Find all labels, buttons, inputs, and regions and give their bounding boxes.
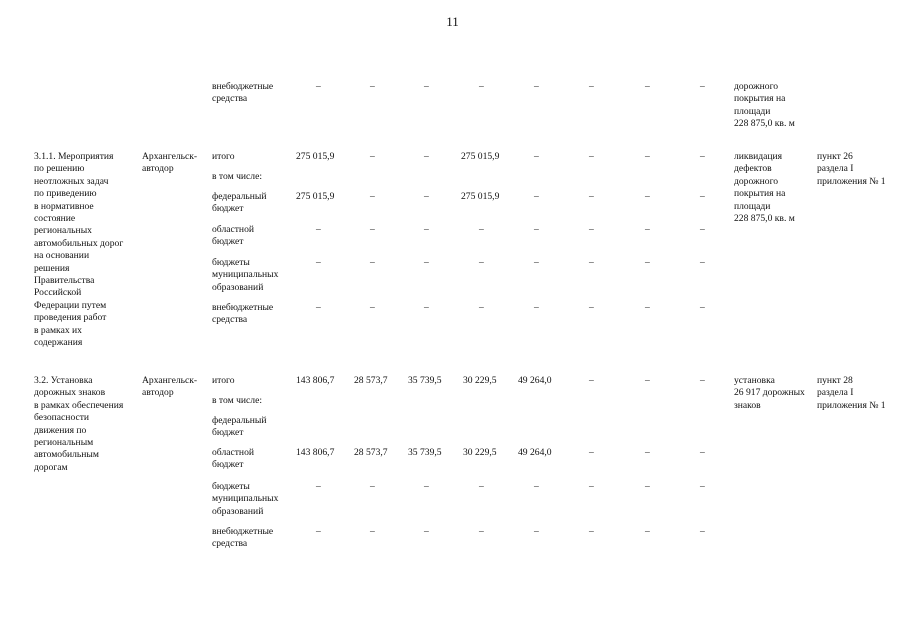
empty-value: – bbox=[316, 481, 321, 492]
empty-value: – bbox=[589, 302, 594, 313]
empty-value: – bbox=[316, 257, 321, 268]
empty-value: – bbox=[700, 224, 705, 235]
empty-value: – bbox=[370, 481, 375, 492]
empty-value: – bbox=[424, 526, 429, 537]
empty-value: – bbox=[424, 151, 429, 162]
reference: пункт 28 раздела I приложения № 1 bbox=[817, 375, 886, 411]
empty-value: – bbox=[700, 481, 705, 492]
value-cell: 275 015,9 bbox=[461, 151, 500, 162]
empty-value: – bbox=[700, 81, 705, 92]
empty-value: – bbox=[479, 481, 484, 492]
source-label: областной бюджет bbox=[212, 447, 255, 471]
empty-value: – bbox=[589, 375, 594, 386]
executor: Архангельск- автодор bbox=[142, 375, 198, 399]
empty-value: – bbox=[534, 191, 539, 202]
source-label: внебюджетные средства bbox=[212, 302, 274, 326]
value-cell: 275 015,9 bbox=[296, 191, 335, 202]
value-cell: 28 573,7 bbox=[354, 447, 388, 458]
empty-value: – bbox=[424, 302, 429, 313]
value-cell: 30 229,5 bbox=[463, 447, 497, 458]
empty-value: – bbox=[479, 224, 484, 235]
expected-result: дорожного покрытия на площади 228 875,0 кв. м bbox=[734, 81, 795, 130]
empty-value: – bbox=[645, 191, 650, 202]
empty-value: – bbox=[534, 526, 539, 537]
empty-value: – bbox=[700, 151, 705, 162]
empty-value: – bbox=[589, 81, 594, 92]
empty-value: – bbox=[316, 224, 321, 235]
empty-value: – bbox=[700, 191, 705, 202]
empty-value: – bbox=[479, 526, 484, 537]
reference: пункт 26 раздела I приложения № 1 bbox=[817, 151, 886, 187]
empty-value: – bbox=[700, 447, 705, 458]
empty-value: – bbox=[316, 526, 321, 537]
empty-value: – bbox=[534, 151, 539, 162]
empty-value: – bbox=[589, 257, 594, 268]
empty-value: – bbox=[645, 375, 650, 386]
empty-value: – bbox=[589, 151, 594, 162]
empty-value: – bbox=[645, 481, 650, 492]
value-cell: 143 806,7 bbox=[296, 375, 335, 386]
empty-value: – bbox=[424, 257, 429, 268]
empty-value: – bbox=[370, 302, 375, 313]
source-label: бюджеты муниципальных образований bbox=[212, 257, 279, 293]
empty-value: – bbox=[534, 224, 539, 235]
measure-name: 3.1.1. Мероприятия по решению неотложных задач по приведению в нормативное состояние региональных автомобильных дорог на основании решения Правительства Российской Федерации путем проведения работ в рамках их содержания bbox=[34, 151, 124, 349]
empty-value: – bbox=[589, 526, 594, 537]
empty-value: – bbox=[424, 81, 429, 92]
source-label: федеральный бюджет bbox=[212, 415, 267, 439]
empty-value: – bbox=[534, 81, 539, 92]
value-cell: 35 739,5 bbox=[408, 447, 442, 458]
empty-value: – bbox=[534, 302, 539, 313]
measure-name: 3.2. Установка дорожных знаков в рамках обеспечения безопасности движения по региональным автомобильным дорогам bbox=[34, 375, 124, 473]
value-cell: 30 229,5 bbox=[463, 375, 497, 386]
source-label: бюджеты муниципальных образований bbox=[212, 481, 279, 517]
page-number: 11 bbox=[446, 14, 459, 29]
value-cell: 143 806,7 bbox=[296, 447, 335, 458]
empty-value: – bbox=[589, 447, 594, 458]
executor: Архангельск- автодор bbox=[142, 151, 198, 175]
empty-value: – bbox=[424, 191, 429, 202]
empty-value: – bbox=[645, 526, 650, 537]
empty-value: – bbox=[645, 447, 650, 458]
empty-value: – bbox=[370, 224, 375, 235]
expected-result: установка 26 917 дорожных знаков bbox=[734, 375, 805, 411]
empty-value: – bbox=[370, 151, 375, 162]
empty-value: – bbox=[700, 302, 705, 313]
empty-value: – bbox=[424, 224, 429, 235]
source-label: внебюджетные средства bbox=[212, 526, 274, 550]
empty-value: – bbox=[424, 481, 429, 492]
empty-value: – bbox=[534, 257, 539, 268]
empty-value: – bbox=[370, 81, 375, 92]
source-label: итого bbox=[212, 375, 235, 386]
source-label: внебюджетные средства bbox=[212, 81, 274, 105]
source-label: в том числе: bbox=[212, 395, 263, 406]
value-cell: 275 015,9 bbox=[296, 151, 335, 162]
empty-value: – bbox=[479, 81, 484, 92]
source-label: итого bbox=[212, 151, 235, 162]
empty-value: – bbox=[479, 257, 484, 268]
empty-value: – bbox=[645, 151, 650, 162]
value-cell: 49 264,0 bbox=[518, 447, 552, 458]
empty-value: – bbox=[370, 257, 375, 268]
source-label: в том числе: bbox=[212, 171, 263, 182]
empty-value: – bbox=[645, 81, 650, 92]
empty-value: – bbox=[316, 81, 321, 92]
empty-value: – bbox=[645, 302, 650, 313]
value-cell: 275 015,9 bbox=[461, 191, 500, 202]
empty-value: – bbox=[316, 302, 321, 313]
value-cell: 28 573,7 bbox=[354, 375, 388, 386]
empty-value: – bbox=[589, 224, 594, 235]
empty-value: – bbox=[589, 191, 594, 202]
empty-value: – bbox=[534, 481, 539, 492]
empty-value: – bbox=[370, 191, 375, 202]
value-cell: 49 264,0 bbox=[518, 375, 552, 386]
empty-value: – bbox=[700, 375, 705, 386]
empty-value: – bbox=[589, 481, 594, 492]
source-label: федеральный бюджет bbox=[212, 191, 267, 215]
empty-value: – bbox=[700, 526, 705, 537]
empty-value: – bbox=[370, 526, 375, 537]
expected-result: ликвидация дефектов дорожного покрытия на площади 228 875,0 кв. м bbox=[734, 151, 795, 225]
empty-value: – bbox=[645, 257, 650, 268]
value-cell: 35 739,5 bbox=[408, 375, 442, 386]
empty-value: – bbox=[645, 224, 650, 235]
empty-value: – bbox=[479, 302, 484, 313]
empty-value: – bbox=[700, 257, 705, 268]
source-label: областной бюджет bbox=[212, 224, 255, 248]
